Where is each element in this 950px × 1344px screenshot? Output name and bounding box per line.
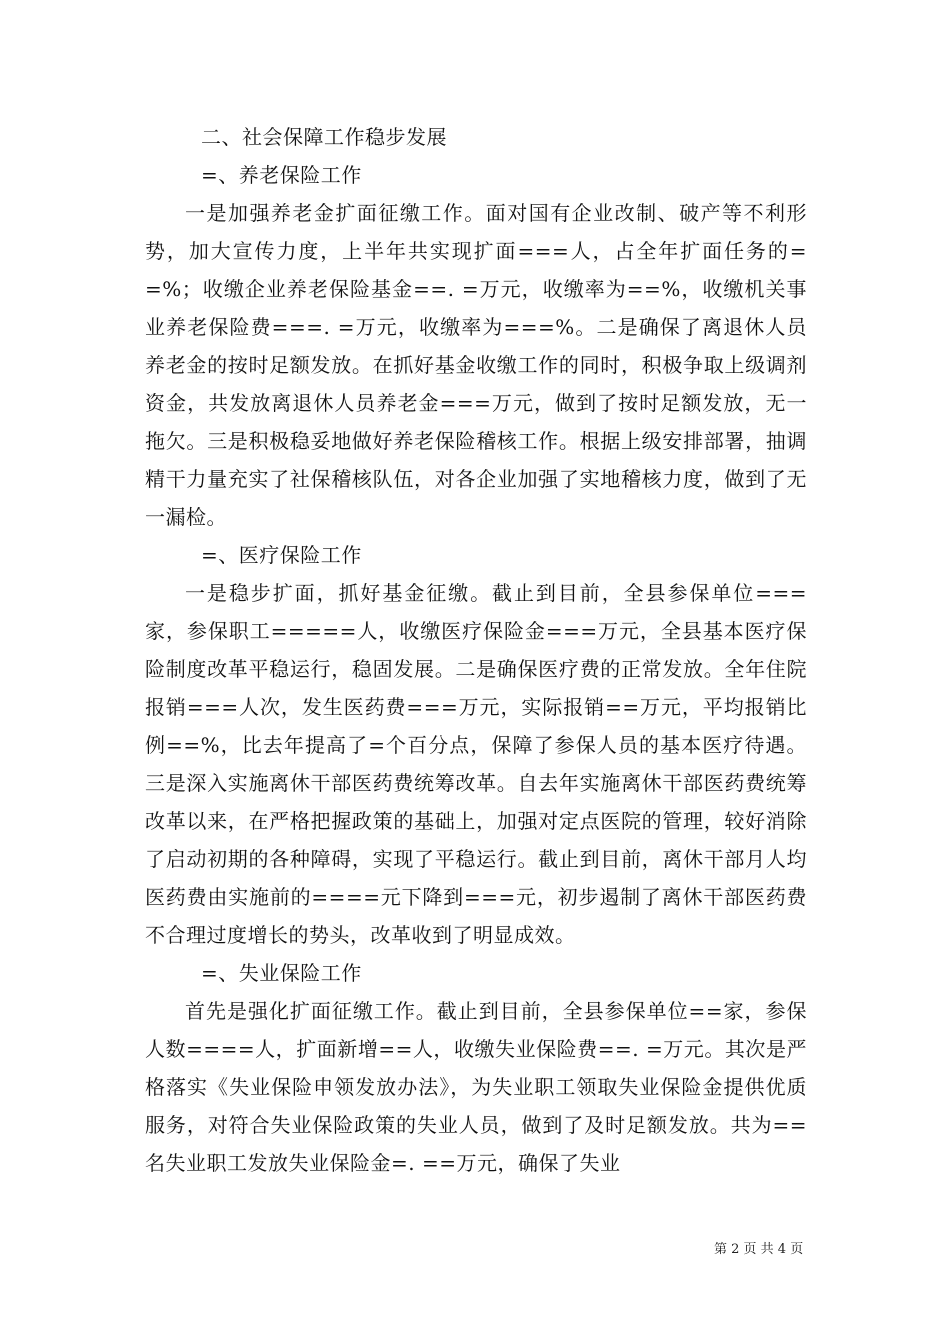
paragraph-unemployment: 首先是强化扩面征缴工作。截止到目前，全县参保单位==家，参保人数====人，扩面新增==人，收缴失业保险费==. =万元。其次是严格落实《失业保险申领发放办法》，为失业职工领取失业保险金提供优质服务，对符合失业保险政策的失业人员，做到了及时足额发放。共为==名失业职工发放失业保险金=. ==万元，确保了失业	[145, 999, 807, 1175]
paragraph-pension: 一是加强养老金扩面征缴工作。面对国有企业改制、破产等不利形势，加大宣传力度，上半年共实现扩面===人，占全年扩面任务的==%；收缴企业养老保险基金==. =万元，收缴率为==%，收缴机关事业养老保险费===. =万元，收缴率为===%。二是确保了离退休人员养老金的按时足额发放。在抓好基金收缴工作的同时，积极争取上级调剂资金，共发放离退休人员养老金===万元，做到了按时足额发放，无一拖欠。三是积极稳妥地做好养老保险稽核工作。根据上级安排部署，抽调精干力量充实了社保稽核队伍，对各企业加强了实地稽核力度，做到了无一漏检。	[145, 201, 807, 529]
document-body	[145, 118, 807, 1182]
subsection-heading-medical: =、医疗保险工作	[201, 543, 362, 567]
subsection-heading-pension: =、养老保险工作	[201, 163, 362, 187]
paragraph-medical: 一是稳步扩面，抓好基金征缴。截止到目前，全县参保单位===家，参保职工=====人，收缴医疗保险金===万元，全县基本医疗保险制度改革平稳运行，稳固发展。二是确保医疗费的正常发放。全年住院报销===人次，发生医药费===万元，实际报销==万元，平均报销比例==%，比去年提高了=个百分点，保障了参保人员的基本医疗待遇。三是深入实施离休干部医药费统筹改革。自去年实施离休干部医药费统筹改革以来，在严格把握政策的基础上，加强对定点医院的管理，较好消除了启动初期的各种障碍，实现了平稳运行。截止到目前，离休干部月人均医药费由实施前的====元下降到===元，初步遏制了离休干部医药费不合理过度增长的势头，改革收到了明显成效。	[145, 581, 807, 947]
page-number: 第 2 页 共 4 页	[714, 1242, 804, 1257]
section-title: 二、社会保障工作稳步发展	[201, 125, 447, 149]
subsection-heading-unemployment: =、失业保险工作	[201, 961, 362, 985]
